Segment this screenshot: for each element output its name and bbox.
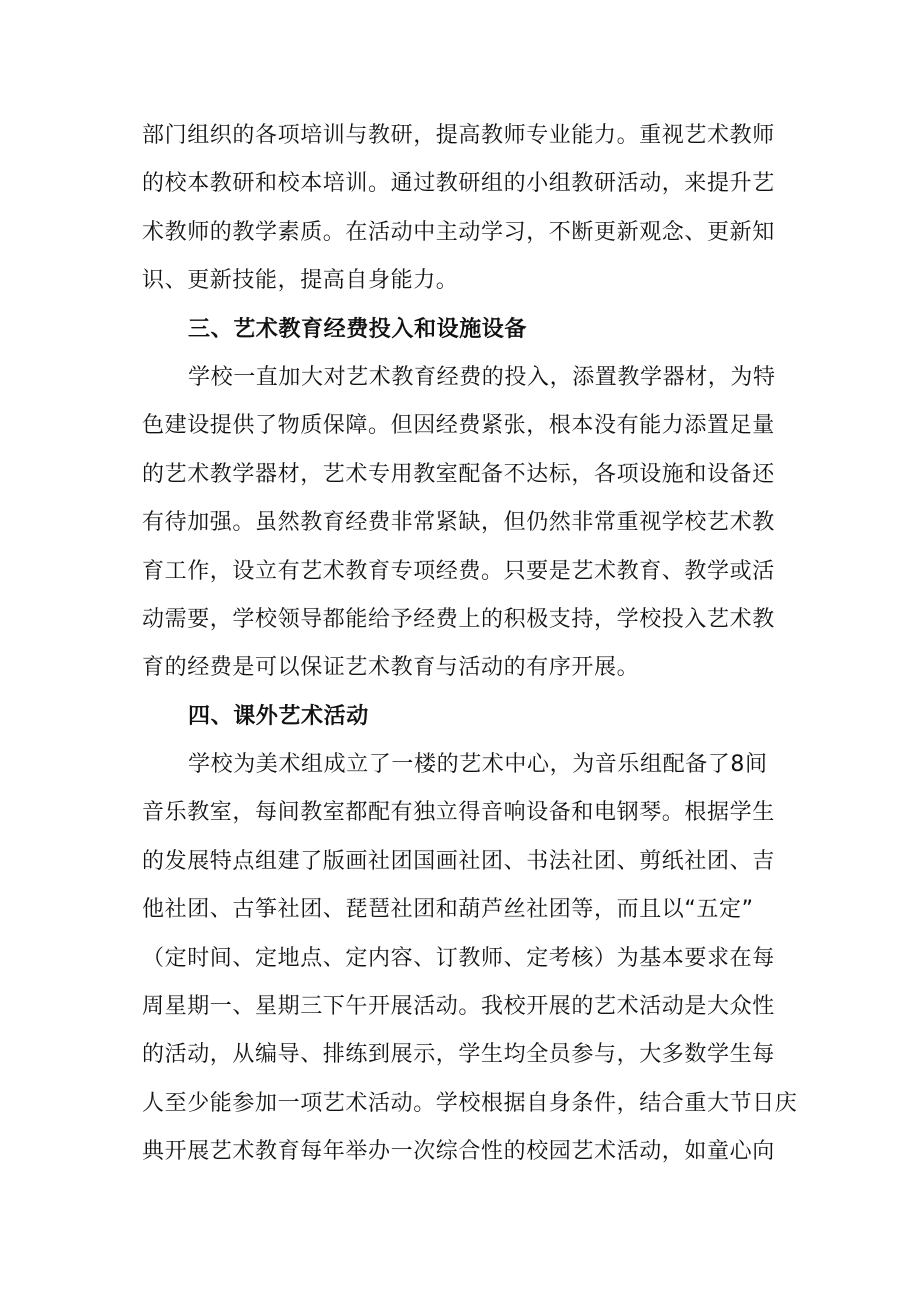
paragraph-line: （定时间、定地点、定内容、订教师、定考核）为基本要求在每 — [142, 945, 775, 971]
section-heading-funding: 三、艺术教育经费投入和设施设备 — [188, 316, 528, 342]
paragraph-line: 术教师的教学素质。在活动中主动学习，不断更新观念、更新知 — [142, 219, 775, 245]
paragraph-line: 人至少能参加一项艺术活动。学校根据自身条件，结合重大节日庆 — [142, 1090, 798, 1116]
paragraph-line: 部门组织的各项培训与教研，提高教师专业能力。重视艺术教师 — [142, 123, 775, 148]
paragraph-line: 周星期一、星期三下午开展活动。我校开展的艺术活动是大众性 — [142, 994, 775, 1020]
document-body — [142, 112, 798, 1177]
paragraph-line: 育工作，设立有艺术教育专项经费。只要是艺术教育、教学或活 — [142, 558, 775, 584]
section-heading-activities: 四、课外艺术活动 — [188, 703, 369, 729]
paragraph-line: 典开展艺术教育每年举办一次综合性的校园艺术活动，如童心向 — [142, 1139, 775, 1165]
paragraph-line: 育的经费是可以保证艺术教育与活动的有序开展。 — [142, 655, 640, 681]
paragraph-line: 学校一直加大对艺术教育经费的投入，添置教学器材，为特 — [188, 364, 776, 390]
paragraph-line: 的艺术教学器材，艺术专用教室配备不达标，各项设施和设备还 — [142, 461, 775, 487]
paragraph-line: 的发展特点组建了版画社团国画社团、书法社团、剪纸社团、吉 — [142, 848, 775, 874]
paragraph-line: 色建设提供了物质保障。但因经费紧张，根本没有能力添置足量 — [142, 413, 775, 439]
paragraph-line: 他社团、古筝社团、琵琶社团和葫芦丝社团等，而且以“五定” — [142, 897, 754, 923]
paragraph-line: 有待加强。虽然教育经费非常紧缺，但仍然非常重视学校艺术教 — [142, 510, 775, 536]
paragraph-line: 学校为美术组成立了一楼的艺术中心，为音乐组配备了8间 — [188, 752, 768, 778]
paragraph-line: 的活动，从编导、排练到展示，学生均全员参与，大多数学生每 — [142, 1042, 775, 1068]
paragraph-line: 的校本教研和校本培训。通过教研组的小组教研活动，来提升艺 — [142, 171, 775, 197]
paragraph-line: 音乐教室，每间教室都配有独立得音响设备和电钢琴。根据学生 — [142, 800, 775, 826]
paragraph-line: 识、更新技能，提高自身能力。 — [142, 268, 459, 294]
paragraph-line: 动需要，学校领导都能给予经费上的积极支持，学校投入艺术教 — [142, 606, 775, 632]
